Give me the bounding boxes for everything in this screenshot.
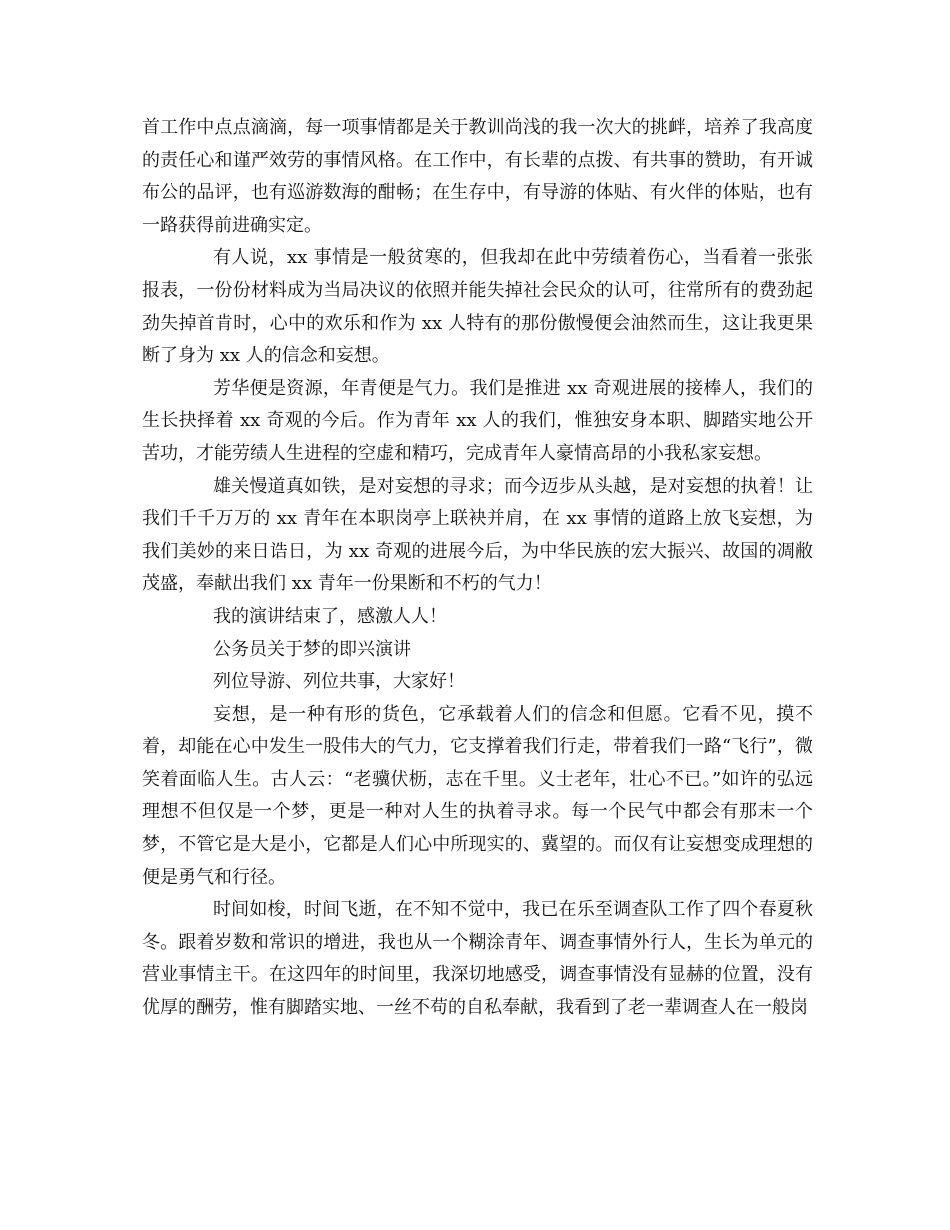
paragraph-1: 首工作中点点滴滴，每一项事情都是关于教训尚浅的我一次大的挑衅，培养了我高度的责任心和谨严效劳的事情风格。在工作中，有长辈的点拨、有共事的赞助，有开诚布公的品评，也有巡游数海的酣畅；在生存中，有导游的体贴、有火伴的体贴，也有一路获得前进确实定。 <box>142 117 813 236</box>
speech-title: 公务员关于梦的即兴演讲 <box>213 638 411 660</box>
speech-greeting: 列位导游、列位共事，大家好！ <box>213 671 465 693</box>
document-body <box>142 112 813 1025</box>
paragraph-8: 妄想，是一种有形的货色，它承载着人们的信念和但愿。它看不见，摸不着，却能在心中发生一股伟大的气力，它支撑着我们行走，带着我们一路“飞行”，微笑着面临人生。古人云：“老骥伏枥，志在千里。义士老年，壮心不已。”如许的弘远理想不但仅是一个梦，更是一种对人生的执着寻求。每一个民气中都会有那末一个梦，不管它是大是小，它都是人们心中所现实的、冀望的。而仅有让妄想变成理想的便是勇气和行径。 <box>142 703 813 888</box>
paragraph-4: 雄关慢道真如铁，是对妄想的寻求；而今迈步从头越，是对妄想的执着！让我们千千万万的 xx 青年在本职岗亭上联袂并肩，在 xx 事情的道路上放飞妄想，为我们美妙的来日诰日，为 xx 奇观的进展今后，为中华民族的宏大振兴、故国的凋敝茂盛，奉献出我们 xx 青年一份果断和不朽的气力！ <box>142 475 813 595</box>
paragraph-9: 时间如梭，时间飞逝，在不知不觉中，我已在乐至调查队工作了四个春夏秋冬。跟着岁数和常识的增进，我也从一个糊涂青年、调查事情外行人，生长为单元的营业事情主干。在这四年的时间里，我深切地感受，调查事情没有显赫的位置，没有优厚的酬劳，惟有脚踏实地、一丝不苟的自私奉献，我看到了老一辈调查人在一般岗 <box>142 899 813 1019</box>
speech-closing: 我的演讲结束了，感激人人！ <box>213 605 447 627</box>
paragraph-2: 有人说，xx 事情是一般贫寒的，但我却在此中劳绩着伤心，当看着一张张报表，一份份材料成为当局决议的依照并能失掉社会民众的认可，往常所有的费劲起劲失掉首肯时，心中的欢乐和作为 xx 人特有的那份傲慢便会油然而生，这让我更果断了身为 xx 人的信念和妄想。 <box>142 247 813 367</box>
paragraph-3: 芳华便是资源，年青便是气力。我们是推进 xx 奇观进展的接棒人，我们的生长抉择着 xx 奇观的今后。作为青年 xx 人的我们，惟独安身本职、脚踏实地公开苦功，才能劳绩人生进程的空虚和精巧，完成青年人豪情高昂的小我私家妄想。 <box>142 377 813 464</box>
